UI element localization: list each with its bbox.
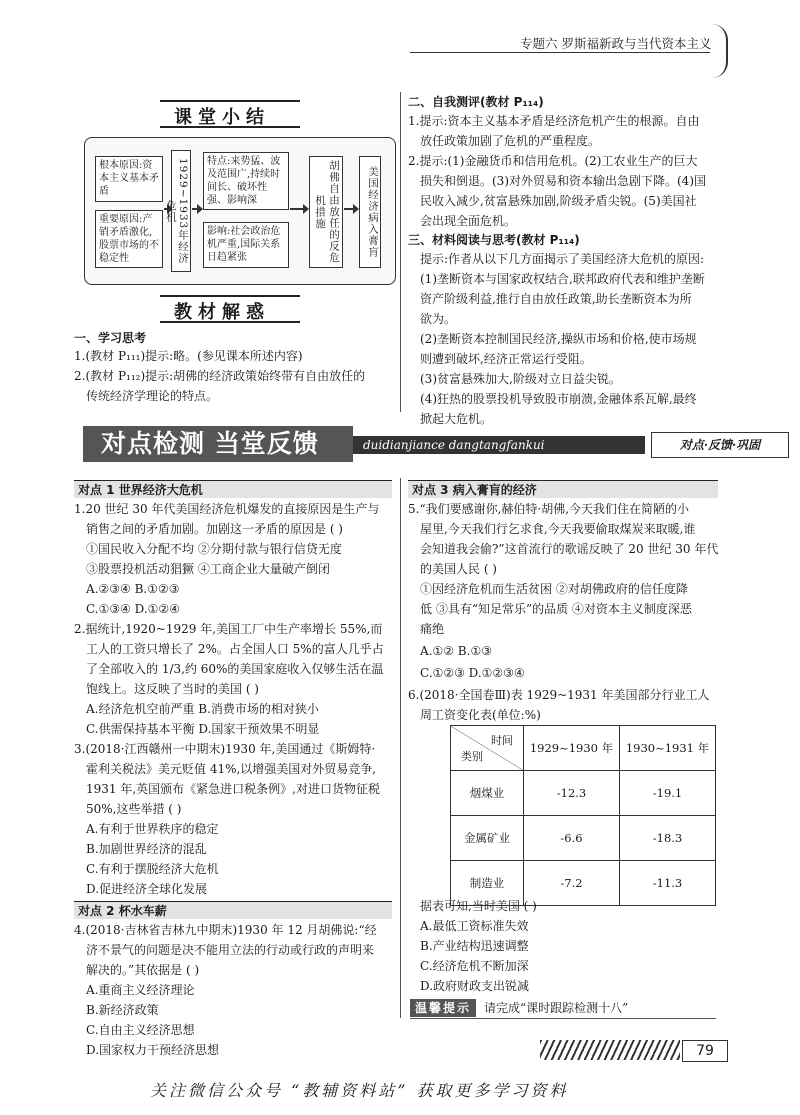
question-line: 3.(2018·江西赣州一中期末)1930 年,美国通过《斯姆特· [74, 742, 376, 756]
question-line: 据表可知,当时美国 ( ) [420, 899, 537, 913]
question-line: 解决的。”其依据是 ( ) [86, 963, 200, 977]
page-number: 79 [682, 1040, 728, 1062]
reading-line: (2)垄断资本控制国民经济,操纵市场和价格,使市场规 [420, 332, 697, 346]
question-line: 1931 年,英国颁布《紧急进口税条例》,对进口货物征税 [86, 782, 380, 796]
option-line: ①国民收入分配不均 ②分期付款与银行信贷无度 [86, 542, 342, 556]
reading-line: 则遭到破坏,经济正常运行受阻。 [420, 352, 592, 366]
table-corner-cell [451, 726, 524, 771]
tip-label: 温馨提示 [410, 999, 476, 1017]
header-curve [712, 24, 728, 78]
option-line: B.加剧世界经济的混乱 [86, 842, 207, 856]
option-line: 低 ③具有“知足常乐”的品质 ④对资本主义制度深恶 [420, 602, 692, 616]
question-line: 饱线上。这反映了当时的美国 ( ) [86, 682, 259, 696]
option-line: C.①③④ D.①②④ [86, 602, 180, 616]
table-header-row [451, 726, 716, 771]
reading-line: (3)贫富悬殊加大,阶级对立日益尖锐。 [420, 372, 621, 386]
question-line: 周工资变化表(单位:%) [420, 708, 541, 722]
practice-banner-tag: 对点·反馈·巩固 [651, 432, 789, 458]
section-header: 对点 2 杯水车薪 [74, 901, 392, 919]
arrow [290, 208, 304, 210]
self-test-line: 损失和倒退。(3)对外贸易和资本输出急剧下降。(4)国 [420, 174, 706, 188]
option-line: C.供需保持基本平衡 D.国家干预效果不明显 [86, 722, 320, 736]
summary-banner: 课堂小结 [160, 100, 300, 128]
header-category: 类别 [461, 750, 483, 763]
question-line: 2.据统计,1920~1929 年,美国工厂中生产率增长 55%,而 [74, 622, 383, 636]
hoover-measures-box: 胡佛自由放任的反危机措施 [309, 156, 343, 268]
page-number-hatch [540, 1040, 680, 1060]
tip-text: 请完成“课时跟踪检测十八” [484, 1001, 629, 1015]
option-line: B.新经济政策 [86, 1003, 159, 1017]
study-line: 1.(教材 P₁₁₁)提示:略。(参见课本所述内容) [74, 349, 303, 363]
option-line: D.促进经济全球化发展 [86, 882, 208, 896]
column-divider [400, 92, 401, 412]
option-line: A.有利于世界秩序的稳定 [86, 822, 219, 836]
option-line: ③股票投机活动猖獗 ④工商企业大量破产倒闭 [86, 562, 330, 576]
option-line: A.经济危机空前严重 B.消费市场的相对狭小 [86, 702, 319, 716]
question-line: 霍利关税法》美元贬值 41%,以增强美国对外贸易竞争, [86, 762, 377, 776]
reading-title: 三、材料阅读与思考(教材 P₁₁₄) [408, 233, 580, 247]
question-line: 5.“我们要感谢你,赫伯特·胡佛,今天我们住在简陋的小 [408, 502, 690, 516]
page-header: 专题六 罗斯福新政与当代资本主义 [520, 36, 712, 51]
table-cell: -11.3 [620, 861, 716, 906]
reading-line: 欲为。 [420, 312, 457, 326]
reading-line: (4)狂热的股票投机导致股市崩溃,金融体系瓦解,最终 [420, 392, 697, 406]
economy-ill-box: 美国经济病入膏肓 [359, 156, 381, 268]
footer-note: 关注微信公众号 “教辅资料站” 获取更多学习资料 [150, 1081, 569, 1100]
self-test-line: 1.提示:资本主义基本矛盾是经济危机产生的根源。自由 [408, 114, 700, 128]
option-line: 痛绝 [420, 622, 445, 636]
practice-banner [83, 426, 761, 462]
table-row [451, 771, 716, 816]
impact-box: 影响:社会政治危机严重,国际关系日趋紧张 [203, 222, 289, 268]
arrow [192, 208, 198, 210]
option-line: B.产业结构迅速调整 [420, 939, 529, 953]
question-line: 会知道我会偷?”这首流行的歌谣反映了 20 世纪 30 年代 [420, 542, 719, 556]
option-line: ①因经济危机而生活贫困 ②对胡佛政府的信任度降 [420, 582, 688, 596]
table-cell: -18.3 [620, 816, 716, 861]
self-test-line: 会出现全面危机。 [420, 214, 517, 228]
column-divider [400, 478, 401, 1018]
study-line: 传统经济学理论的特点。 [86, 389, 219, 403]
row-category: 制造业 [451, 861, 524, 906]
question-line: 工人的工资只增长了 2%。占全国人口 5%的富人几乎占 [86, 642, 384, 656]
question-line: 1.20 世纪 30 年代美国经济危机爆发的直接原因是生产与 [74, 502, 380, 516]
root-cause-box: 根本原因:资本主义基本矛盾 [95, 156, 163, 202]
header-time: 时间 [491, 734, 513, 747]
section-header: 对点 1 世界经济大危机 [74, 480, 392, 498]
reading-line: (1)垄断资本与国家政权结合,联邦政府代表和维护垄断 [420, 272, 705, 286]
section-header: 对点 3 病入膏肓的经济 [408, 480, 718, 498]
features-box: 特点:来势猛、波及范围广,持续时间长、破坏性强、影响深 [203, 152, 289, 210]
self-test-line: 民收入减少,贫富悬殊加剧,阶级矛盾尖锐。(5)美国社 [420, 194, 697, 208]
row-category: 金属矿业 [451, 816, 524, 861]
question-line: 济不景气的问题是决不能用立法的行动或行政的声明来 [86, 943, 375, 957]
option-line: A.②③④ B.①②③ [86, 582, 180, 596]
self-test-title: 二、自我测评(教材 P₁₁₄) [408, 95, 544, 109]
option-line: C.经济危机不断加深 [420, 959, 529, 973]
option-line: A.最低工资标准失效 [420, 919, 529, 933]
table-cell: -7.2 [524, 861, 620, 906]
reading-line: 掀起大危机。 [420, 412, 493, 426]
option-line: D.政府财政支出锐减 [420, 979, 530, 993]
question-line: 的美国人民 ( ) [420, 562, 497, 576]
header-rule [410, 52, 710, 53]
table-row [451, 816, 716, 861]
column-header: 1930~1931 年 [620, 726, 716, 771]
table-cell: -12.3 [524, 771, 620, 816]
practice-banner-title: 对点检测 当堂反馈 [83, 426, 353, 462]
row-category: 烟煤业 [451, 771, 524, 816]
reading-line: 提示:作者从以下几方面揭示了美国经济大危机的原因: [420, 252, 705, 266]
study-line: 2.(教材 P₁₁₂)提示:胡佛的经济政策始终带有自由放任的 [74, 369, 366, 383]
option-line: A.①② B.①③ [420, 644, 492, 658]
option-line: D.国家权力干预经济思想 [86, 1043, 220, 1057]
important-cause-box: 重要原因:产销矛盾激化,股票市场的不稳定性 [95, 210, 163, 268]
summary-diagram [84, 137, 396, 285]
reading-line: 资产阶级利益,推行自由放任政策,助长垄断资本为所 [420, 292, 692, 306]
question-line: 了全部收入的 1/3,约 60%的美国家庭收入仅够生活在温 [86, 662, 384, 676]
table-cell: -6.6 [524, 816, 620, 861]
option-line: A.重商主义经济理论 [86, 983, 195, 997]
wage-change-table [450, 725, 716, 906]
option-line: C.有利于摆脱经济大危机 [86, 862, 219, 876]
table-cell: -19.1 [620, 771, 716, 816]
self-test-line: 放任政策加剧了危机的严重程度。 [420, 134, 601, 148]
tip-rule [410, 1018, 716, 1019]
option-line: C.①②③ D.①②③④ [420, 666, 525, 680]
self-test-line: 2.提示:(1)金融货币和信用危机。(2)工农业生产的巨大 [408, 154, 698, 168]
question-line: 销售之间的矛盾加剧。加剧这一矛盾的原因是 ( ) [86, 522, 343, 536]
crisis-box: 1929~1933年经济危机 [171, 150, 191, 272]
study-title: 一、学习思考 [74, 331, 147, 345]
column-header: 1929~1930 年 [524, 726, 620, 771]
question-line: 4.(2018·吉林省吉林九中期末)1930 年 12 月胡佛说:“经 [74, 923, 377, 937]
question-line: 屋里,今天我们行乞求食,今天我要偷取煤炭来取暖,谁 [420, 522, 696, 536]
arrow [344, 208, 354, 210]
question-line: 50%,这些举措 ( ) [86, 802, 182, 816]
option-line: C.自由主义经济思想 [86, 1023, 195, 1037]
question-line: 6.(2018·全国卷Ⅲ)表 1929~1931 年美国部分行业工人 [408, 688, 710, 702]
practice-banner-pinyin: duidianjiance dangtangfankui [353, 436, 645, 454]
textbook-banner: 教材解惑 [160, 295, 300, 323]
